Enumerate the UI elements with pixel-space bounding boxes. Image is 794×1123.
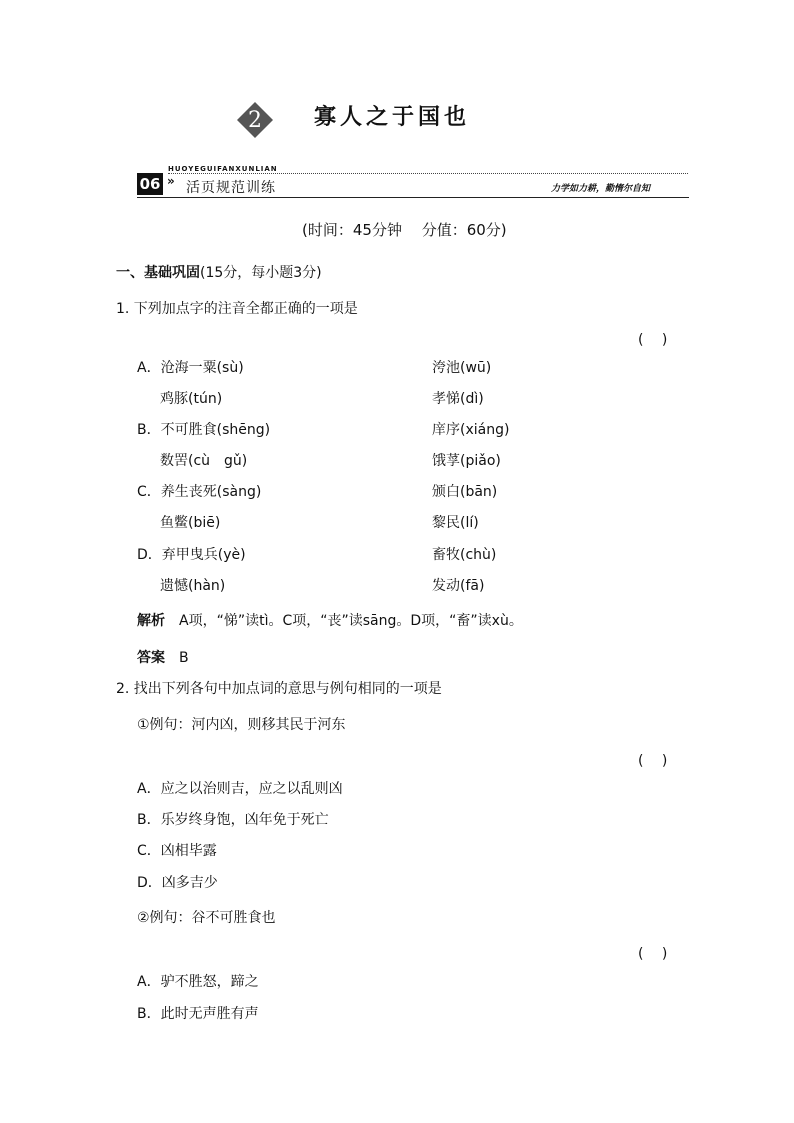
analysis-label: 解析 [137, 613, 165, 629]
q2-ex1-option-a: A．应之以治则吉，应之以乱则凶 [137, 781, 343, 797]
time-score-info: (时间：45分钟 分值：60分) [302, 221, 507, 239]
q1-option-d-left1: D．弃甲曳兵(yè) [137, 547, 246, 563]
q1-option-c-right2: 黎民(lí) [432, 515, 479, 531]
q2-example-2: ②例句：谷不可胜食也 [137, 910, 276, 926]
q2-example-1: ①例句：河内凶，则移其民于河东 [137, 717, 346, 733]
q1-option-b-left2: 数罟(cù gǔ) [160, 453, 248, 469]
q1-option-a-right2: 孝悌(dì) [432, 391, 484, 407]
section-note: (15分，每小题3分) [200, 265, 322, 281]
question-1-stem: 1. 下列加点字的注音全都正确的一项是 [116, 301, 358, 317]
series-motto: 力学如力耕，勤惰尔自知 [551, 184, 651, 194]
q1-analysis [137, 610, 523, 630]
q1-option-b-right1: 庠序(xiáng) [432, 422, 510, 438]
q1-option-d-right1: 畜牧(chù) [432, 547, 497, 563]
q1-option-a-right1: 洿池(wū) [432, 360, 492, 376]
answer-label: 答案 [137, 650, 165, 666]
series-pinyin: HUOYEGUIFANXUNLIAN [168, 165, 278, 173]
q1-option-c-left1: C．养生丧死(sàng) [137, 484, 262, 500]
series-label: 活页规范训练 [186, 180, 276, 196]
q2-answer-blank-2: ( ) [638, 946, 668, 962]
answer-text: B [179, 650, 189, 666]
q2-ex1-option-c: C．凶相毕露 [137, 843, 217, 859]
q1-option-b-right2: 饿莩(piǎo) [432, 453, 501, 469]
q1-answer [137, 647, 189, 667]
chapter-badge-icon [236, 101, 274, 139]
question-1-answer-blank: ( ) [638, 332, 668, 348]
header-rule [137, 197, 689, 198]
q2-ex1-option-d: D．凶多吉少 [137, 875, 218, 891]
analysis-text: A项，“悌”读tì。C项，“丧”读sāng。D项，“畜”读xù。 [179, 613, 523, 629]
double-arrow-icon: » [167, 174, 175, 188]
q1-option-c-right1: 颁白(bān) [432, 484, 498, 500]
q1-option-d-left2: 遗憾(hàn) [160, 578, 226, 594]
q2-ex2-option-b: B．此时无声胜有声 [137, 1006, 259, 1022]
q1-option-c-left2: 鱼鳖(biē) [160, 515, 221, 531]
q2-answer-blank-1: ( ) [638, 753, 668, 769]
section-title: 一、基础巩固 [116, 265, 200, 281]
chapter-badge-number: 2 [248, 108, 262, 133]
question-2-stem: 2. 找出下列各句中加点词的意思与例句相同的一项是 [116, 681, 442, 697]
q1-option-a-left1: A．沧海一粟(sù) [137, 360, 244, 376]
page-title: 寡人之于国也 [314, 104, 471, 130]
q2-ex2-option-a: A．驴不胜怒，蹄之 [137, 974, 259, 990]
dotted-divider [168, 173, 688, 174]
q1-option-d-right2: 发动(fā) [432, 578, 485, 594]
q1-option-b-left1: B．不可胜食(shēng) [137, 422, 271, 438]
section-heading [116, 262, 322, 282]
q1-option-a-left2: 鸡豚(tún) [160, 391, 223, 407]
series-number-badge: 06 [137, 173, 163, 195]
q2-ex1-option-b: B．乐岁终身饱，凶年免于死亡 [137, 812, 329, 828]
